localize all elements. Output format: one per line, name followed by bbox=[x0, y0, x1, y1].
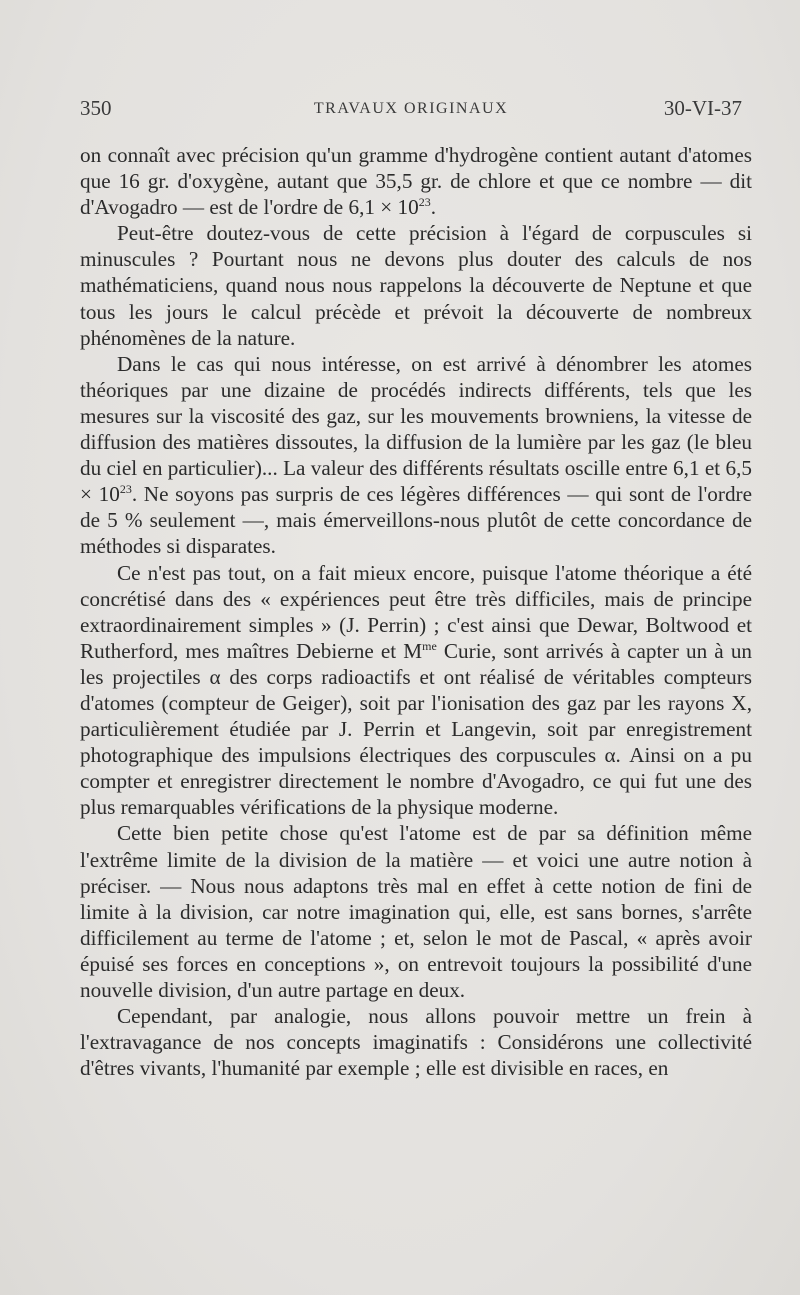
text-run: Peut-être doutez-vous de cette précision à l'égard de corpuscules si minuscules ? Pourtant nous ne devons plus douter des calculs de nos mathématiciens, quand nous nous rappelons la découverte de Neptune et que tous les jours le calcul précède et prévoit la découverte de nombreux phénomènes de la nature. bbox=[80, 221, 752, 350]
paragraph-division-limit bbox=[80, 820, 752, 1003]
paragraph-methods bbox=[80, 351, 752, 560]
page-header bbox=[80, 96, 742, 126]
text-run: Cette bien petite chose qu'est l'atome est de par sa définition même l'extrême limite de la division de la matière — et voici une autre notion à préciser. — Nous nous adaptons très mal en effet à cette notion de fini de limite à la division, car notre imagination qui, elle, est sans bornes, s'arrête difficilement au terme de l'atome ; et, selon le mot de Pascal, « après avoir épuisé ses forces en conceptions », on entrevoit toujours la possibilité d'une nouvelle division, d'un autre partage en deux. bbox=[80, 821, 752, 1002]
text-run: . bbox=[430, 195, 436, 220]
text-run: Ce n'est pas tout, on a fait mieux encore, puisque l'atome théorique a été concrétisé dans des « expériences peut être très difficiles, mais de principe extraordinairement simples » (J. Perrin) ; c'est ainsi que Dewar, Boltwood et Rutherford, mes maîtres Debierne et M bbox=[80, 560, 752, 663]
paragraph-counting bbox=[80, 560, 752, 821]
paragraph-avogadro bbox=[80, 142, 752, 220]
body-text bbox=[80, 142, 752, 1081]
exponent: 23 bbox=[119, 482, 132, 497]
page-number: 350 bbox=[80, 96, 112, 120]
running-title: TRAVAUX ORIGINAUX bbox=[313, 100, 509, 117]
text-run: Curie, sont arrivés à capter un à un les projectiles α des corps radioactifs et ont réalisé de véritables compteurs d'atomes (compteur de Geiger), soit par l'ionisation des gaz par les rayons X, particulièrement étudiée par J. Perrin et Langevin, soit par enregistrement photographique des impulsions électriques des corpuscules α. Ainsi on a pu compter et enregistrer directement le nombre d'Avogadro, ce qui fut une des plus remarquables vérifications de la physique moderne. bbox=[80, 638, 753, 820]
superscript-abbreviation: me bbox=[422, 638, 437, 653]
text-run: Dans le cas qui nous intéresse, on est arrivé à dénombrer les atomes théoriques par une dizaine de procédés indirects différents, tels que les mesures sur la viscosité des gaz, sur les mouvements browniens, la vitesse de diffusion des matières dissoutes, la diffusion de la lumière par les gaz (le bleu du ciel en particulier)... La valeur des différents résultats oscille entre 6,1 et 6,5 × 10 bbox=[80, 351, 752, 507]
paragraph-analogy bbox=[80, 1003, 752, 1081]
paragraph-precision bbox=[80, 220, 752, 350]
text-run: . Ne soyons pas surpris de ces légères différences — qui sont de l'ordre de 5 % seulement —, mais émerveillons-nous plutôt de cette concordance de méthodes si disparates. bbox=[80, 482, 752, 559]
text-run: Cependant, par analogie, nous allons pouvoir mettre un frein à l'extravagance de nos concepts imaginatifs : Considérons une collectivité d'êtres vivants, l'humanité par exemple ; elle est divisible en races, en bbox=[80, 1004, 752, 1081]
text-run: on connaît avec précision qu'un gramme d'hydrogène contient autant d'atomes que 16 gr. d'oxygène, autant que 35,5 gr. de chlore et que ce nombre — dit d'Avogadro — est de l'ordre de 6,1 × 10 bbox=[80, 143, 752, 220]
exponent: 23 bbox=[418, 195, 431, 210]
issue-date: 30-VI-37 bbox=[663, 96, 742, 120]
